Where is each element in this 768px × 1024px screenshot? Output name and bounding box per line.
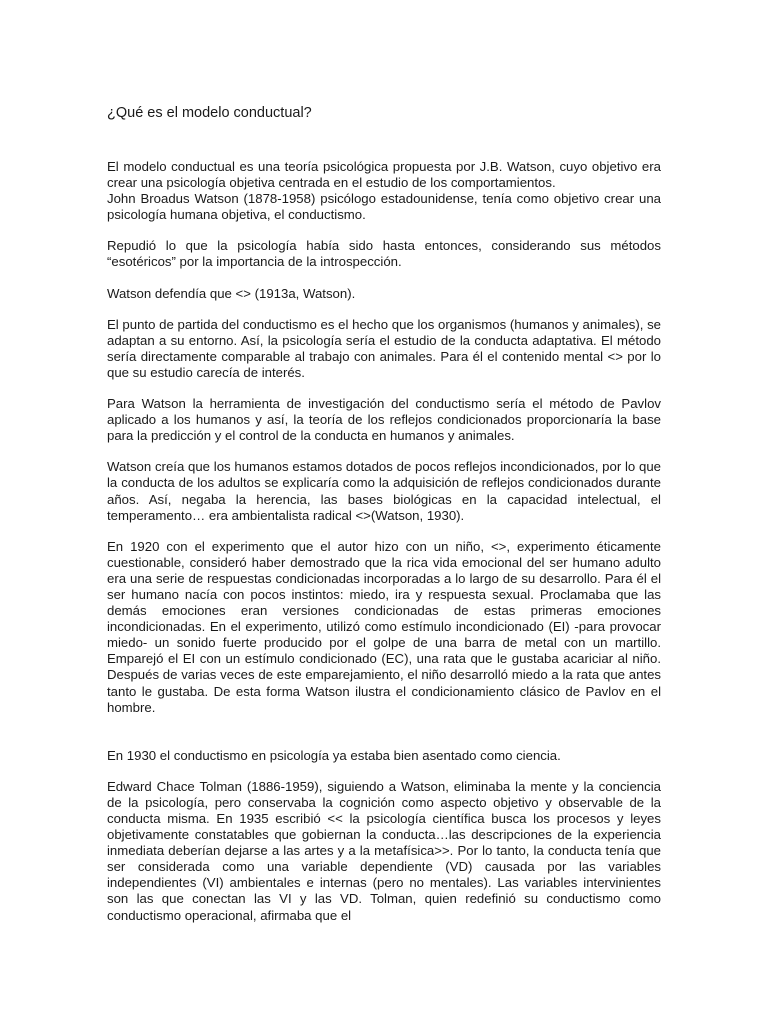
document-title: ¿Qué es el modelo conductual? bbox=[107, 105, 312, 121]
paragraph-punto-partida: El punto de partida del conductismo es el hecho que los organismos (humanos y animales), se adaptan a su entorno. Así, la psicología sería el estudio de la conducta adaptativa. El método sería directamente comparable al trabajo con animales. Para él el contenido mental <> por lo que su estudio carecía de interés. bbox=[107, 316, 661, 380]
paragraph-introspection: Repudió lo que la psicología había sido hasta entonces, considerando sus métodos “esotéricos” por la importancia de la introspección. bbox=[107, 238, 661, 270]
paragraph-pavlov: Para Watson la herramienta de investigación del conductismo sería el método de Pavlov aplicado a los humanos y así, la teoría de los reflejos condicionados proporcionaría la base para la predicción y el control de la conducta en humanos y animales. bbox=[107, 396, 661, 444]
paragraph-intro: El modelo conductual es una teoría psicológica propuesta por J.B. Watson, cuyo objetivo era crear una psicología objetiva centrada en el estudio de los comportamientos. bbox=[107, 159, 661, 191]
paragraph-experimento-1920: En 1920 con el experimento que el autor hizo con un niño, <>, experimento éticamente cuestionable, consideró haber demostrado que la rica vida emocional del ser humano adulto era una serie de respuestas condicionadas incorporadas a lo largo de su desarrollo. Para él el ser humano nacía con pocos instintos: miedo, ira y respuesta sexual. Proclamaba que las demás emociones eran versiones condicionadas de estas primeras emociones incondicionadas. En el experimento, utilizó como estímulo incondicionado (EI) -para provocar miedo- un sonido fuerte producido por el golpe de una barra de metal con un martillo. Emparejó el EI con un estímulo condicionado (EC), una rata que le gustaba acariciar al niño. Después de varias veces de este emparejamiento, el niño desarrolló miedo a la rata que antes tanto le gustaba. De esta forma Watson ilustra el condicionamiento clásico de Pavlov en el hombre. bbox=[107, 538, 661, 715]
paragraph-reflejos: Watson creía que los humanos estamos dotados de pocos reflejos incondicionados, por lo que la conducta de los adultos se explicaría como la adquisición de reflejos condicionados durante años. Así, negaba la herencia, las bases biológicas en la capacidad intelectual, el temperamento… era ambientalista radical <>(Watson, 1930). bbox=[107, 459, 661, 523]
paragraph-watson-defendia: Watson defendía que <> (1913a, Watson). bbox=[107, 285, 356, 301]
paragraph-watson-bio: John Broadus Watson (1878-1958) psicólogo estadounidense, tenía como objetivo crear una psicología humana objetiva, el conductismo. bbox=[107, 191, 661, 223]
paragraph-1930: En 1930 el conductismo en psicología ya estaba bien asentado como ciencia. bbox=[107, 747, 561, 763]
document-page bbox=[107, 104, 661, 924]
paragraph-tolman: Edward Chace Tolman (1886-1959), siguiendo a Watson, eliminaba la mente y la conciencia de la psicología, pero conservaba la cognición como aspecto objetivo y observable de la conducta misma. En 1935 escribió << la psicología científica busca los procesos y leyes objetivamente constatables que gobiernan la conducta…las descripciones de la experiencia inmediata deberían dejarse a las artes y a la metafísica>>. Por lo tanto, la conducta tenía que ser considerada como una variable dependiente (VD) causada por las variables independientes (VI) ambientales e internas (pero no mentales). Las variables intervinientes son las que conectan las VI y las VD. Tolman, quien redefinió su conductismo como conductismo operacional, afirmaba que el bbox=[107, 778, 661, 923]
